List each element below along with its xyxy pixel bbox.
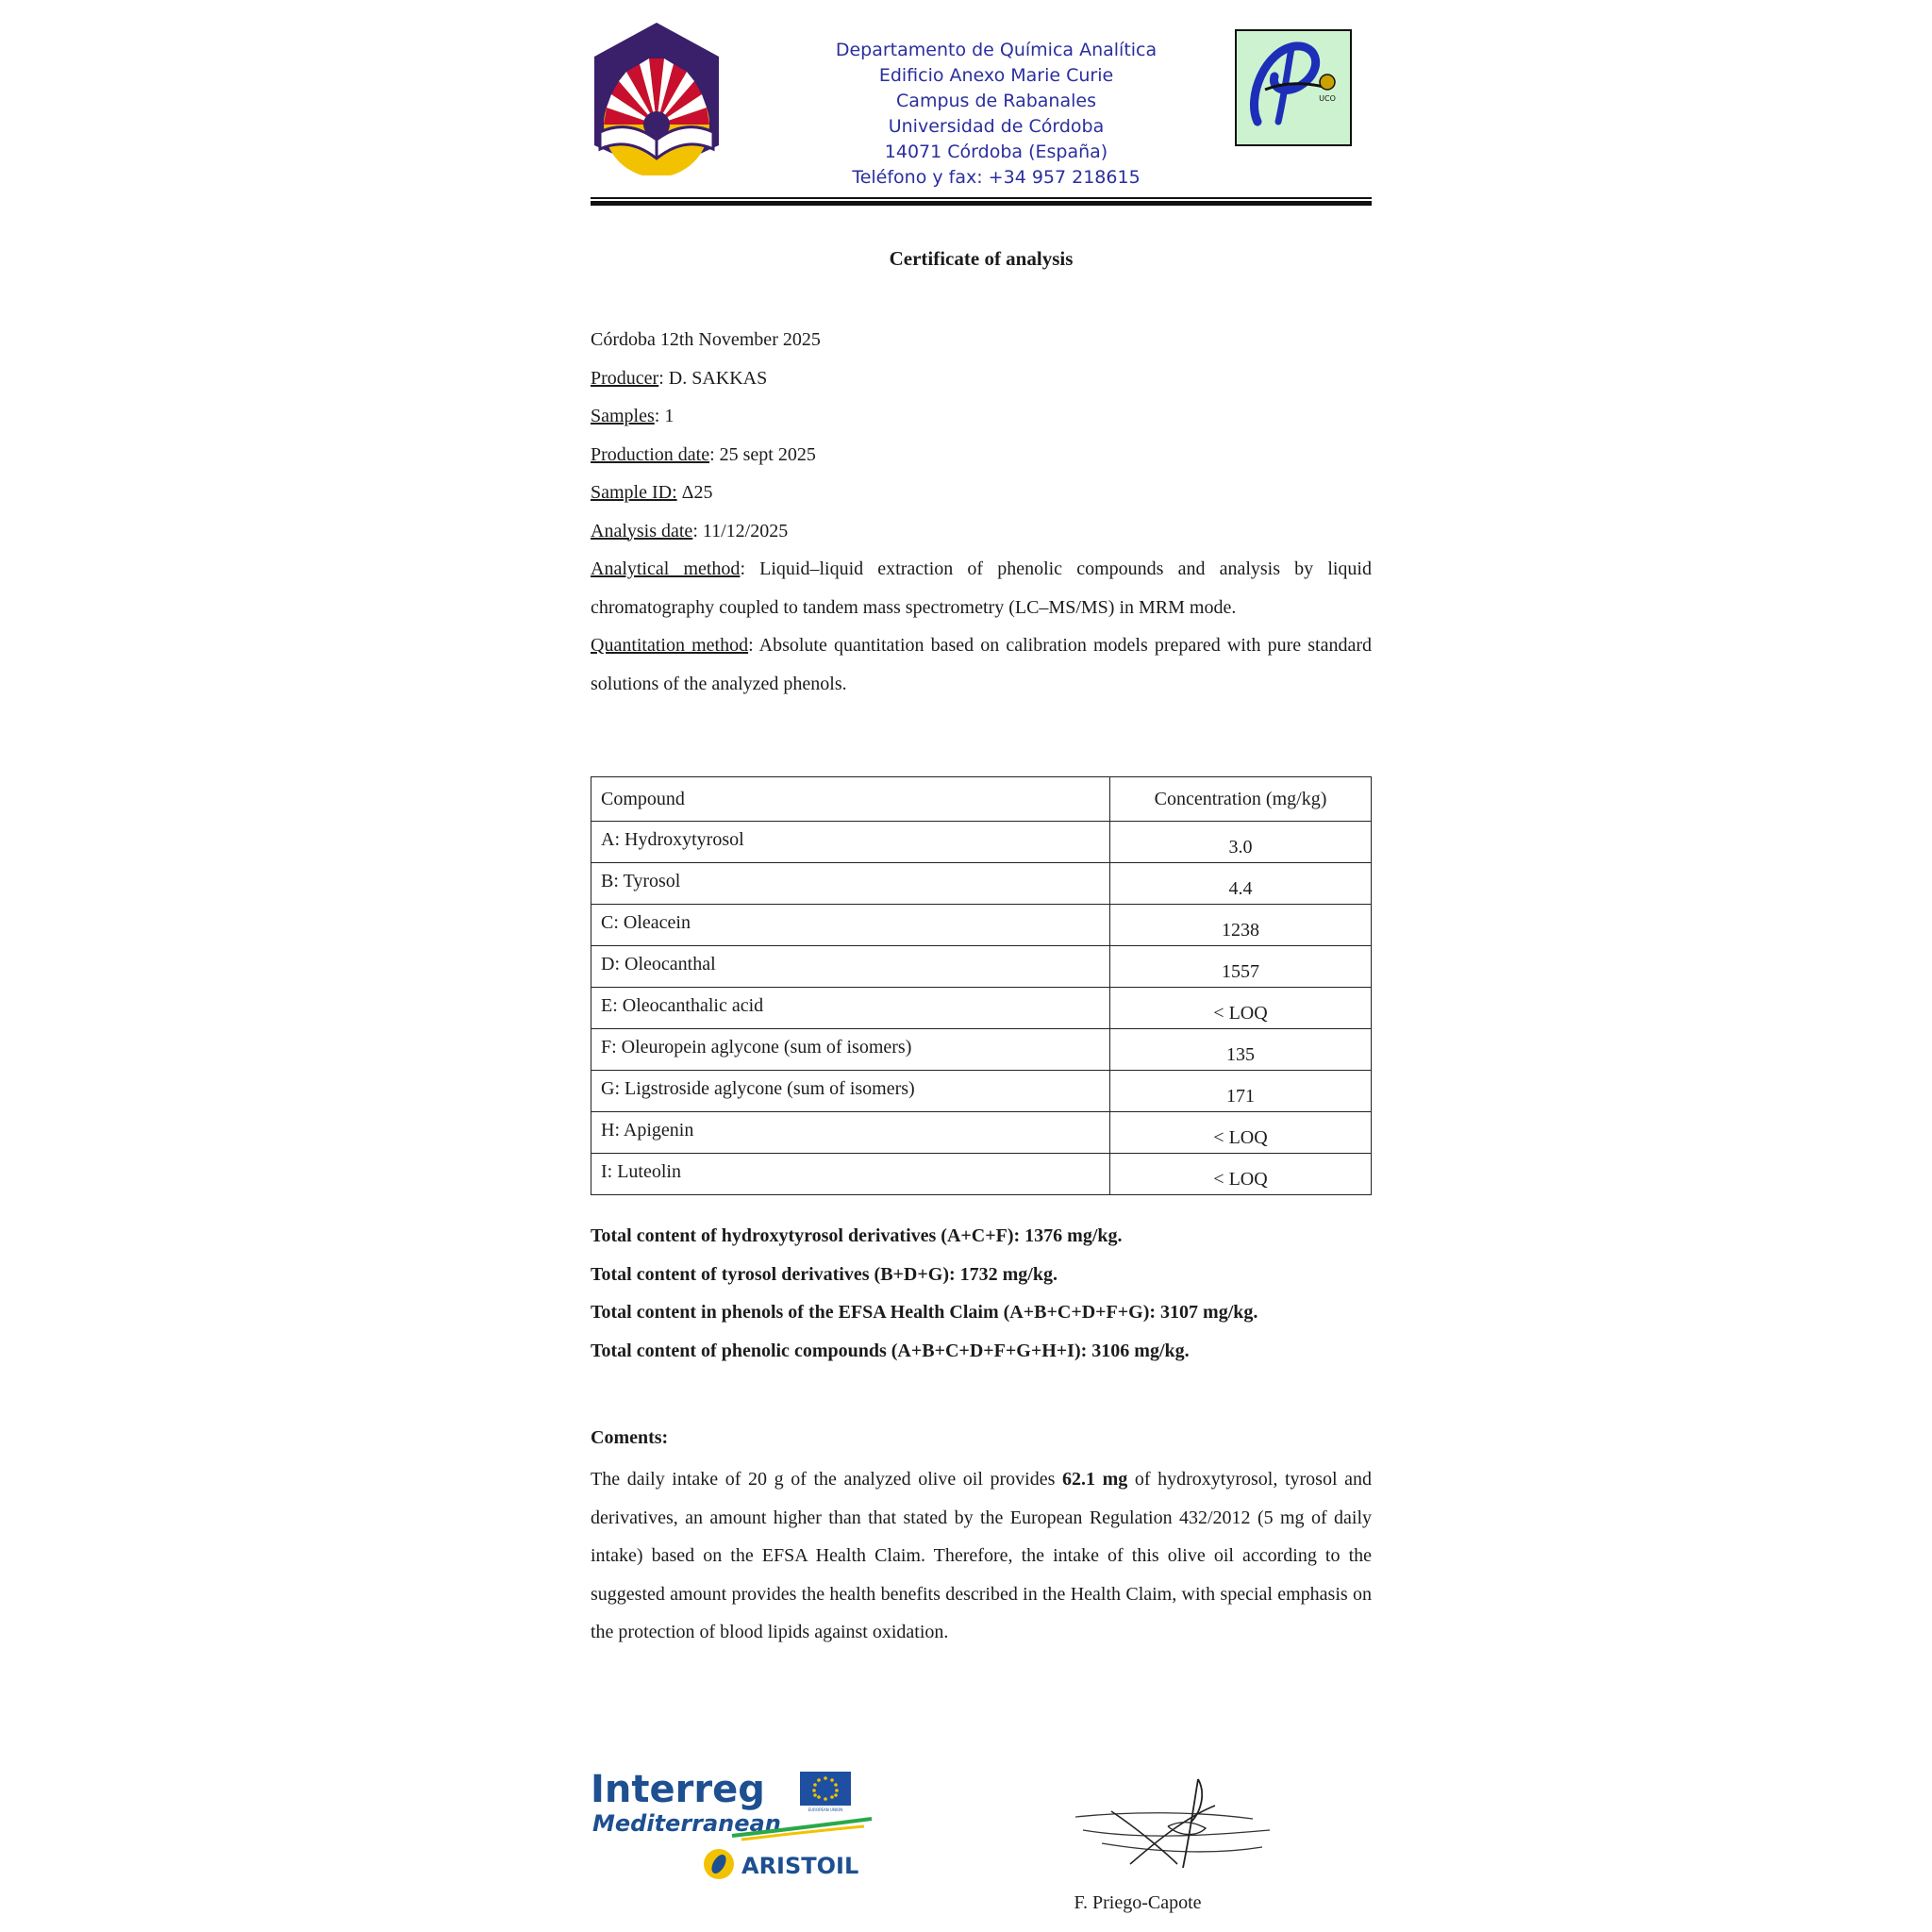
compound-cell: F: Oleuropein aglycone (sum of isomers) xyxy=(591,1029,1110,1071)
samples-label: Samples xyxy=(591,406,655,426)
concentration-cell: < LOQ xyxy=(1110,988,1372,1029)
column-header-compound: Compound xyxy=(591,777,1110,822)
production-date-value: : 25 sept 2025 xyxy=(709,443,816,465)
university-logo xyxy=(591,21,723,175)
sample-id-value: Δ25 xyxy=(676,482,713,503)
signer-name: F. Priego-Capote xyxy=(1074,1892,1202,1913)
analysis-info xyxy=(591,321,1372,703)
quantitation-method-value: : Absolute quantitation based on calibration models prepared with pure standard solutions of the analyzed phenols. xyxy=(591,635,1372,694)
dept-line: Departamento de Química Analítica xyxy=(835,40,1158,60)
analytical-method-label: Analytical method xyxy=(591,558,741,579)
compound-cell: G: Ligstroside aglycone (sum of isomers) xyxy=(591,1071,1110,1112)
concentration-cell: < LOQ xyxy=(1110,1154,1372,1195)
comments-title: Coments: xyxy=(591,1427,669,1448)
concentration-cell: 1557 xyxy=(1110,946,1372,988)
concentration-cell: 1238 xyxy=(1110,905,1372,946)
mediterranean-word: Mediterranean xyxy=(592,1810,781,1837)
total-phenolic-compounds: Total content of phenolic compounds (A+B+C+D+F+G+H+I): 3106 mg/kg. xyxy=(591,1340,1190,1361)
dept-line: Teléfono y fax: +34 957 218615 xyxy=(852,167,1141,188)
aristoil-word: ARISTOIL xyxy=(741,1853,859,1879)
comments-text-before: The daily intake of 20 g of the analyzed olive oil provides xyxy=(591,1469,1062,1490)
header-divider-thick xyxy=(591,201,1372,206)
samples-value: : 1 xyxy=(654,406,675,426)
production-date-label: Production date xyxy=(591,443,710,465)
compound-cell: C: Oleacein xyxy=(591,905,1110,946)
interreg-aristoil-logo xyxy=(591,1762,874,1885)
analysis-date-line xyxy=(591,512,1372,551)
table-row xyxy=(591,988,1372,1029)
comments-text-bold: 62.1 mg xyxy=(1062,1469,1128,1490)
dept-line: Campus de Rabanales xyxy=(896,91,1096,111)
sample-id-line xyxy=(591,474,1372,512)
dept-line: 14071 Córdoba (España) xyxy=(884,142,1108,162)
samples-line xyxy=(591,397,1372,436)
table-row xyxy=(591,822,1372,863)
comments-text-after: of hydroxytyrosol, tyrosol and derivatives, an amount higher than that stated by the European Regulation 432/2012 (5 mg of daily intake) based on the EFSA Health Claim. Therefore, the intake of this olive oil according to the suggested amount provides the health benefits described in the Health Claim, with special emphasis on the protection of blood lipids against oxidation. xyxy=(591,1469,1372,1642)
quantitation-method-label: Quantitation method xyxy=(591,635,749,656)
concentration-cell: < LOQ xyxy=(1110,1112,1372,1154)
total-efsa-phenols: Total content in phenols of the EFSA Health Claim (A+B+C+D+F+G): 3107 mg/kg. xyxy=(591,1302,1258,1323)
table-row xyxy=(591,1112,1372,1154)
interreg-word: Interreg xyxy=(591,1768,765,1811)
table-row xyxy=(591,863,1372,905)
concentration-cell: 3.0 xyxy=(1110,822,1372,863)
document-title: Certificate of analysis xyxy=(889,247,1074,270)
lab-logo-mark xyxy=(1237,31,1350,144)
table-row xyxy=(591,1029,1372,1071)
concentration-cell: 4.4 xyxy=(1110,863,1372,905)
compound-cell: B: Tyrosol xyxy=(591,863,1110,905)
quantitation-method-line xyxy=(591,626,1372,703)
dept-line: Universidad de Córdoba xyxy=(888,116,1105,137)
place-date: Córdoba 12th November 2025 xyxy=(591,329,821,350)
sample-id-label: Sample ID: xyxy=(591,482,677,503)
table-row xyxy=(591,905,1372,946)
producer-line xyxy=(591,359,1372,398)
concentration-cell: 171 xyxy=(1110,1071,1372,1112)
concentration-cell: 135 xyxy=(1110,1029,1372,1071)
compound-cell: D: Oleocanthal xyxy=(591,946,1110,988)
table-row xyxy=(591,946,1372,988)
lab-logo xyxy=(1235,29,1352,146)
certificate-page xyxy=(591,0,1372,1932)
analytical-method-value: : Liquid–liquid extraction of phenolic compounds and analysis by liquid chromatography coupled to tandem mass spectrometry (LC–MS/MS) in MRM mode. xyxy=(591,558,1372,618)
compound-cell: A: Hydroxytyrosol xyxy=(591,822,1110,863)
compound-cell: I: Luteolin xyxy=(591,1154,1110,1195)
column-header-concentration: Concentration (mg/kg) xyxy=(1110,777,1372,822)
table-row xyxy=(591,1071,1372,1112)
table-row xyxy=(591,1154,1372,1195)
dept-line: Edificio Anexo Marie Curie xyxy=(878,65,1114,86)
analytical-method-line xyxy=(591,550,1372,626)
producer-label: Producer xyxy=(591,367,659,389)
table-header-row xyxy=(591,777,1372,822)
compound-cell: E: Oleocanthalic acid xyxy=(591,988,1110,1029)
eu-small-text: EUROPEAN UNION xyxy=(808,1807,843,1812)
header-divider xyxy=(591,197,1372,199)
results-table xyxy=(591,776,1372,1195)
signature xyxy=(1074,1774,1272,1877)
department-address xyxy=(817,38,1175,191)
producer-value: : D. SAKKAS xyxy=(658,367,768,389)
analysis-date-value: : 11/12/2025 xyxy=(692,520,789,541)
compound-cell: H: Apigenin xyxy=(591,1112,1110,1154)
totals-summary xyxy=(591,1217,1383,1370)
production-date-line xyxy=(591,436,1372,475)
comments-text xyxy=(591,1460,1372,1652)
lab-logo-text: UCO xyxy=(1319,94,1336,103)
total-tyrosol-derivatives: Total content of tyrosol derivatives (B+D+G): 1732 mg/kg. xyxy=(591,1263,1058,1285)
total-hydroxytyrosol-derivatives: Total content of hydroxytyrosol derivatives (A+C+F): 1376 mg/kg. xyxy=(591,1225,1123,1246)
analysis-date-label: Analysis date xyxy=(591,520,693,541)
